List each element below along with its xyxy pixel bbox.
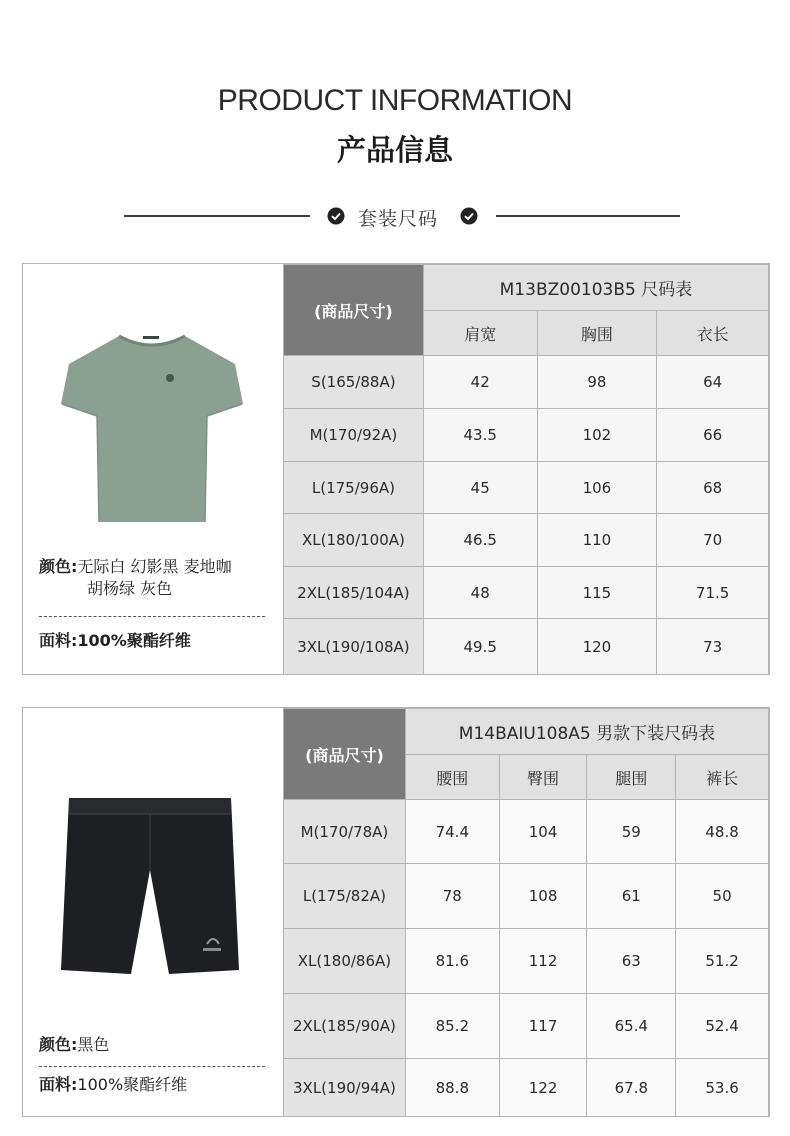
value-cell: 51.2	[676, 929, 769, 994]
section-subheader	[0, 202, 790, 230]
tshirt-image	[59, 330, 245, 526]
column-header: 腰围	[405, 755, 499, 800]
size-cell: S(165/88A)	[284, 356, 424, 409]
tshirt-colors	[39, 556, 232, 578]
shorts-size-table	[283, 708, 769, 1117]
shorts-fabric	[39, 1074, 187, 1096]
value-cell: 73	[657, 619, 769, 675]
value-cell: 122	[499, 1059, 587, 1117]
value-cell: 112	[499, 929, 587, 994]
value-cell: 78	[405, 864, 499, 929]
value-cell: 66	[657, 409, 769, 462]
tshirt-size-table	[283, 264, 769, 675]
column-header: 衣长	[657, 311, 769, 356]
shorts-product-panel	[23, 708, 283, 1116]
value-cell: 48.8	[676, 800, 769, 864]
value-cell: 106	[537, 462, 657, 514]
table-row	[284, 929, 769, 994]
color-values-line1: 无际白 幻影黑 麦地咖	[77, 557, 232, 576]
size-column-header: (商品尺寸)	[284, 709, 406, 800]
tshirt-size-block	[22, 263, 770, 675]
value-cell: 81.6	[405, 929, 499, 994]
size-cell: 2XL(185/90A)	[284, 994, 406, 1059]
size-cell: 3XL(190/94A)	[284, 1059, 406, 1117]
size-cell: L(175/96A)	[284, 462, 424, 514]
divider-left	[124, 215, 310, 217]
column-header: 胸围	[537, 311, 657, 356]
fabric-label: 面料:	[39, 1075, 78, 1094]
size-column-header: (商品尺寸)	[284, 265, 424, 356]
color-values-line2: 胡杨绿 灰色	[87, 579, 173, 598]
value-cell: 88.8	[405, 1059, 499, 1117]
fabric-value: 100%聚酯纤维	[77, 631, 191, 650]
tshirt-fabric	[39, 630, 191, 652]
value-cell: 61	[587, 864, 676, 929]
section-label: 套装尺码	[358, 208, 439, 230]
divider-right	[496, 215, 680, 217]
value-cell: 64	[657, 356, 769, 409]
size-cell: M(170/78A)	[284, 800, 406, 864]
table-row	[284, 514, 769, 567]
size-cell: 2XL(185/104A)	[284, 567, 424, 619]
table-row	[284, 800, 769, 864]
value-cell: 117	[499, 994, 587, 1059]
size-cell: L(175/82A)	[284, 864, 406, 929]
page-title-en: PRODUCT INFORMATION	[217, 84, 573, 117]
check-circle-icon	[460, 207, 478, 225]
value-cell: 67.8	[587, 1059, 676, 1117]
color-value: 黑色	[77, 1035, 110, 1054]
value-cell: 65.4	[587, 994, 676, 1059]
check-circle-icon	[327, 207, 345, 225]
value-cell: 48	[423, 567, 537, 619]
value-cell: 110	[537, 514, 657, 567]
value-cell: 98	[537, 356, 657, 409]
value-cell: 104	[499, 800, 587, 864]
shorts-color	[39, 1034, 109, 1056]
fabric-value: 100%聚酯纤维	[77, 1075, 188, 1094]
value-cell: 46.5	[423, 514, 537, 567]
table-row	[284, 994, 769, 1059]
value-cell: 43.5	[423, 409, 537, 462]
value-cell: 53.6	[676, 1059, 769, 1117]
shorts-image	[57, 794, 243, 976]
value-cell: 70	[657, 514, 769, 567]
value-cell: 85.2	[405, 994, 499, 1059]
table-row	[284, 462, 769, 514]
table-title: M13BZ00103B5 尺码表	[423, 265, 768, 311]
value-cell: 108	[499, 864, 587, 929]
size-cell: M(170/92A)	[284, 409, 424, 462]
fabric-label: 面料:	[39, 631, 78, 650]
table-row	[284, 567, 769, 619]
value-cell: 49.5	[423, 619, 537, 675]
value-cell: 71.5	[657, 567, 769, 619]
column-header: 臀围	[499, 755, 587, 800]
value-cell: 68	[657, 462, 769, 514]
column-header: 裤长	[676, 755, 769, 800]
value-cell: 50	[676, 864, 769, 929]
table-row	[284, 619, 769, 675]
size-cell: XL(180/100A)	[284, 514, 424, 567]
value-cell: 63	[587, 929, 676, 994]
table-row	[284, 356, 769, 409]
value-cell: 52.4	[676, 994, 769, 1059]
size-cell: XL(180/86A)	[284, 929, 406, 994]
value-cell: 115	[537, 567, 657, 619]
value-cell: 42	[423, 356, 537, 409]
dashed-divider	[39, 1066, 265, 1067]
value-cell: 120	[537, 619, 657, 675]
color-label: 颜色:	[39, 1035, 78, 1054]
shorts-size-block	[22, 707, 770, 1117]
size-cell: 3XL(190/108A)	[284, 619, 424, 675]
column-header: 肩宽	[423, 311, 537, 356]
color-label: 颜色:	[39, 557, 78, 576]
table-row	[284, 1059, 769, 1117]
value-cell: 102	[537, 409, 657, 462]
tshirt-product-panel	[23, 264, 283, 674]
value-cell: 45	[423, 462, 537, 514]
value-cell: 74.4	[405, 800, 499, 864]
value-cell: 59	[587, 800, 676, 864]
table-row	[284, 864, 769, 929]
table-row	[284, 409, 769, 462]
page-title-cn: 产品信息	[336, 133, 453, 167]
column-header: 腿围	[587, 755, 676, 800]
dashed-divider	[39, 616, 265, 617]
table-title: M14BAIU108A5 男款下装尺码表	[405, 709, 768, 755]
